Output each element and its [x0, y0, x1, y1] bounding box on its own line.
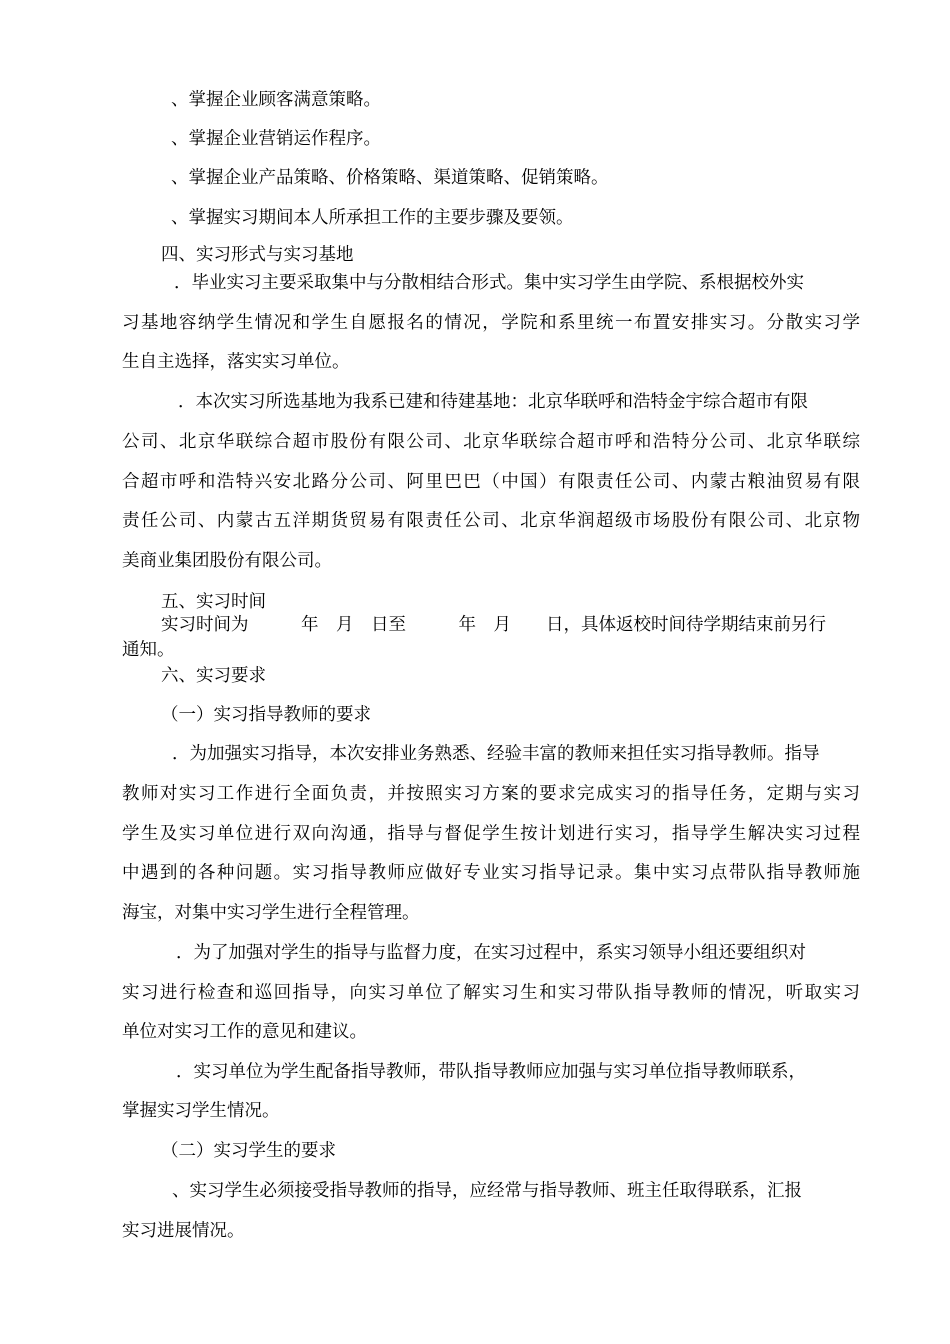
skill-item-1: 、掌握企业顾客满意策略。 — [171, 90, 381, 110]
section6-heading: 六、实习要求 — [161, 666, 266, 686]
section4-para2-line3: 合超市呼和浩特兴安北路分公司、阿里巴巴（中国）有限责任公司、内蒙古粮油贸易有限 — [122, 472, 860, 492]
section6-para3-line1: ．实习单位为学生配备指导教师，带队指导教师应加强与实习单位指导教师联系， — [176, 1062, 806, 1082]
section6-para4-line2: 实习进展情况。 — [122, 1221, 245, 1241]
section6-sub2: （二）实习学生的要求 — [161, 1141, 336, 1161]
section6-para1-line3: 学生及实习单位进行双向沟通，指导与督促学生按计划进行实习，指导学生解决实习过程 — [122, 824, 860, 844]
section6-para4-line1: 、实习学生必须接受指导教师的指导，应经常与指导教师、班主任取得联系，汇报 — [172, 1181, 802, 1201]
section6-para3-line2: 掌握实习学生情况。 — [122, 1101, 280, 1121]
section4-para2-line2: 公司、北京华联综合超市股份有限公司、北京华联综合超市呼和浩特分公司、北京华联综 — [122, 432, 860, 452]
skill-item-3: 、掌握企业产品策略、价格策略、渠道策略、促销策略。 — [171, 168, 609, 188]
section6-para2-line2: 实习进行检查和巡回指导，向实习单位了解实习生和实习带队指导教师的情况，听取实习 — [122, 983, 860, 1003]
section6-para1-line2: 教师对实习工作进行全面负责，并按照实习方案的要求完成实习的指导任务，定期与实习 — [122, 784, 860, 804]
section4-para1-line1: ．毕业实习主要采取集中与分散相结合形式。集中实习学生由学院、系根据校外实 — [174, 273, 804, 293]
section4-heading: 四、实习形式与实习基地 — [161, 245, 354, 265]
section4-para2-line5: 美商业集团股份有限公司。 — [122, 551, 332, 571]
section6-para1-line5: 海宝，对集中实习学生进行全程管理。 — [122, 903, 420, 923]
section5-time-line2: 通知。 — [122, 640, 175, 660]
section4-para1-line3: 生自主选择，落实实习单位。 — [122, 352, 350, 372]
section4-para2-line1: ．本次实习所选基地为我系已建和待建基地：北京华联呼和浩特金宇综合超市有限 — [178, 392, 808, 412]
section6-para2-line1: ．为了加强对学生的指导与监督力度，在实习过程中，系实习领导小组还要组织对 — [176, 943, 806, 963]
section5-time-line: 实习时间为 年 月 日至 年 月 日，具体返校时间待学期结束前另行 — [161, 615, 826, 635]
section6-para1-line4: 中遇到的各种问题。实习指导教师应做好专业实习指导记录。集中实习点带队指导教师施 — [122, 863, 860, 883]
section4-para2-line4: 责任公司、内蒙古五洋期货贸易有限责任公司、北京华润超级市场股份有限公司、北京物 — [122, 511, 860, 531]
skill-item-4: 、掌握实习期间本人所承担工作的主要步骤及要领。 — [171, 208, 574, 228]
skill-item-2: 、掌握企业营销运作程序。 — [171, 129, 381, 149]
section5-heading: 五、实习时间 — [161, 592, 266, 612]
section4-para1-line2: 习基地容纳学生情况和学生自愿报名的情况，学院和系里统一布置安排实习。分散实习学 — [122, 313, 860, 333]
section6-para1-line1: ．为加强实习指导，本次安排业务熟悉、经验丰富的教师来担任实习指导教师。指导 — [172, 744, 820, 764]
section6-sub1: （一）实习指导教师的要求 — [161, 705, 371, 725]
section6-para2-line3: 单位对实习工作的意见和建议。 — [122, 1022, 367, 1042]
